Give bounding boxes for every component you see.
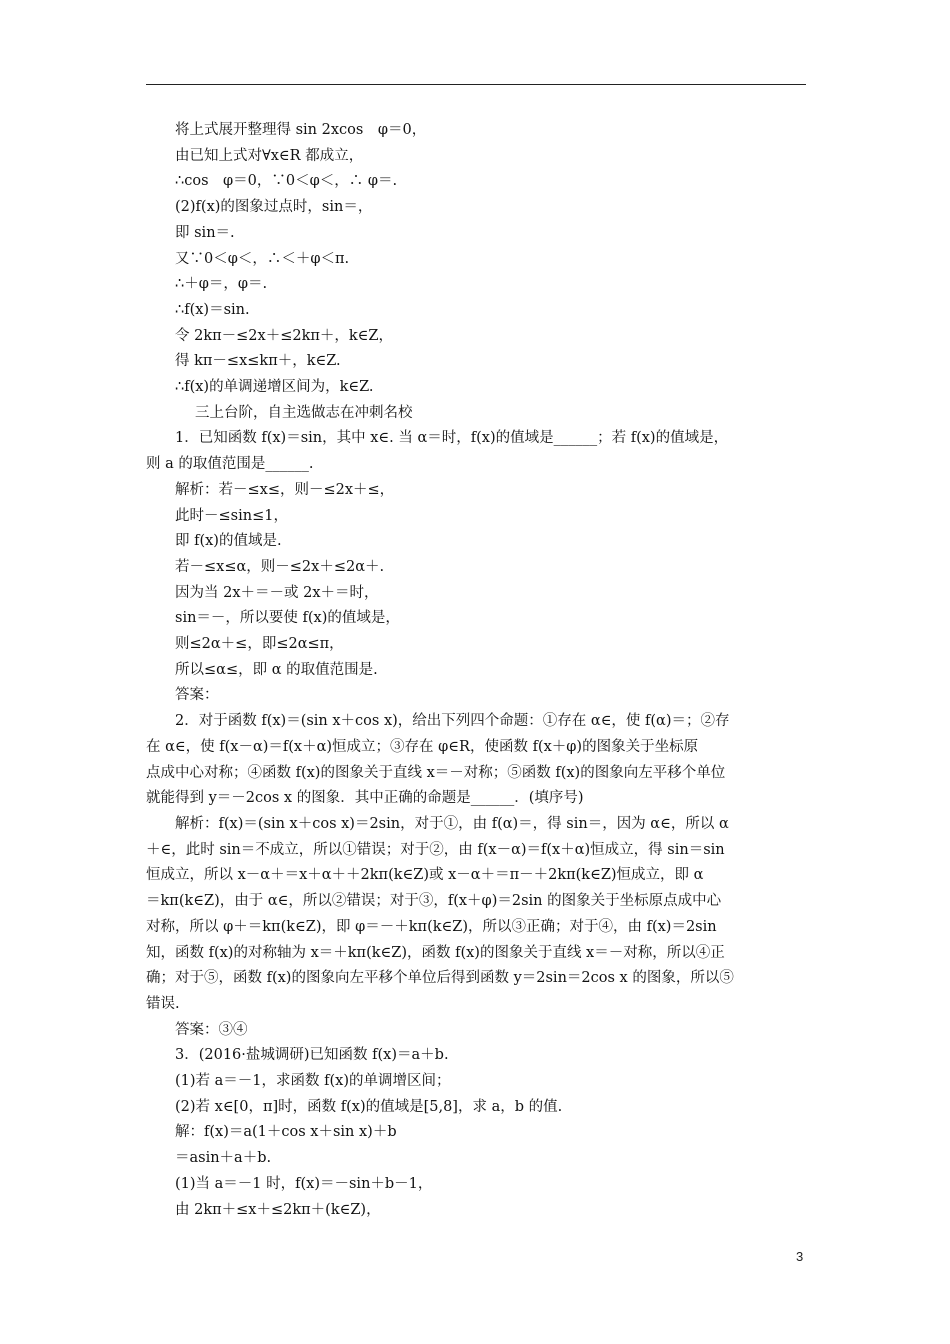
text-line: 由已知上式对∀x∈R 都成立， bbox=[175, 147, 364, 164]
text-line: 3．(2016·盐城调研)已知函数 f(x)＝a＋b. bbox=[175, 1047, 449, 1064]
text-line: 即 sin＝. bbox=[175, 224, 235, 241]
text-line: 对称，所以 φ＋＝kπ(k∈Z)，即 φ＝－＋kπ(k∈Z)，所以③正确；对于④，由 f(x)＝2sin bbox=[146, 918, 717, 935]
text-line: 点成中心对称；④函数 f(x)的图象关于直线 x＝－对称；⑤函数 f(x)的图象向左平移个单位 bbox=[146, 764, 726, 781]
text-line: 恒成立，所以 x－α＋＝x＋α＋＋2kπ(k∈Z)或 x－α＋＝π－＋2kπ(k∈Z)恒成立，即 α bbox=[146, 867, 704, 884]
text-line: (2)f(x)的图象过点时，sin＝， bbox=[175, 199, 373, 216]
text-line: (2)若 x∈[0，π]时，函数 f(x)的值域是[5,8]，求 a，b 的值. bbox=[175, 1098, 563, 1115]
text-line: ∴cos φ＝0，∵0＜φ＜，∴ φ＝. bbox=[175, 173, 398, 190]
text-line: 令 2kπ－≤2x＋≤2kπ＋，k∈Z， bbox=[175, 327, 393, 344]
text-line: 在 α∈，使 f(x－α)＝f(x＋α)恒成立；③存在 φ∈R，使函数 f(x＋φ)的图象关于坐标原 bbox=[146, 738, 699, 755]
text-line: 答案： bbox=[175, 687, 219, 704]
text-line: 2．对于函数 f(x)＝(sin x＋cos x)，给出下列四个命题：①存在 α∈，使 f(α)＝；②存 bbox=[175, 713, 730, 730]
text-line: (1)若 a＝－1，求函数 f(x)的单调增区间； bbox=[175, 1073, 451, 1090]
text-line: 三上台阶，自主选做志在冲刺名校 bbox=[195, 404, 413, 421]
text-line: 此时－≤sin≤1， bbox=[175, 507, 288, 524]
text-line: ＋∈，此时 sin＝不成立，所以①错误；对于②，由 f(x－α)＝f(x＋α)恒成立，得 sin＝sin bbox=[146, 841, 725, 858]
text-line: 1．已知函数 f(x)＝sin，其中 x∈. 当 α＝时，f(x)的值域是______；若 f(x)的值域是， bbox=[175, 430, 729, 447]
text-line: 所以≤α≤，即 α 的取值范围是. bbox=[175, 661, 378, 678]
text-line: 解析：f(x)＝(sin x＋cos x)＝2sin，对于①，由 f(α)＝，得 sin＝，因为 α∈，所以 α bbox=[175, 815, 729, 832]
text-line: 解：f(x)＝a(1＋cos x＋sin x)＋b bbox=[175, 1124, 397, 1141]
text-line: ＝asin＋a＋b. bbox=[175, 1150, 272, 1167]
text-line: 由 2kπ＋≤x＋≤2kπ＋(k∈Z)， bbox=[175, 1201, 381, 1218]
text-line: ＝kπ(k∈Z)，由于 α∈，所以②错误；对于③，f(x＋φ)＝2sin 的图象关于坐标原点成中心 bbox=[146, 893, 722, 910]
text-line: 因为当 2x＋＝－或 2x＋＝时， bbox=[175, 584, 379, 601]
text-line: ∴f(x)的单调递增区间为，k∈Z. bbox=[175, 379, 374, 396]
text-line: 又∵0＜φ＜，∴＜＋φ＜π. bbox=[175, 250, 350, 267]
text-line: ∴＋φ＝，φ＝. bbox=[175, 276, 268, 293]
text-line: 错误. bbox=[146, 995, 180, 1012]
text-line: 解析：若－≤x≤，则－≤2x＋≤， bbox=[175, 481, 395, 498]
page-number: 3 bbox=[796, 1249, 804, 1264]
text-line: 若－≤x≤α，则－≤2x＋≤2α＋. bbox=[175, 558, 385, 575]
text-line: 则≤2α＋≤，即≤2α≤π， bbox=[175, 636, 344, 653]
text-line: sin＝－，所以要使 f(x)的值域是， bbox=[175, 610, 400, 627]
text-line: 知，函数 f(x)的对称轴为 x＝＋kπ(k∈Z)，函数 f(x)的图象关于直线 x＝－对称，所以④正 bbox=[146, 944, 725, 961]
text-line: 得 kπ－≤x≤kπ＋，k∈Z. bbox=[175, 353, 341, 370]
text-line: 即 f(x)的值域是. bbox=[175, 533, 282, 550]
header-rule bbox=[146, 84, 806, 85]
text-line: 确；对于⑤，函数 f(x)的图象向左平移个单位后得到函数 y＝2sin＝2cos x 的图象，所以⑤ bbox=[146, 970, 734, 987]
text-line: 则 a 的取值范围是______. bbox=[146, 456, 314, 473]
document-body bbox=[146, 118, 810, 1223]
text-line: (1)当 a＝－1 时，f(x)＝－sin＋b－1， bbox=[175, 1175, 433, 1192]
text-line: 就能得到 y＝－2cos x 的图象．其中正确的命题是______．(填序号) bbox=[146, 790, 584, 807]
text-line: 将上式展开整理得 sin 2xcos φ＝0， bbox=[175, 122, 427, 138]
text-line: 答案：③④ bbox=[175, 1021, 248, 1038]
text-line: ∴f(x)＝sin. bbox=[175, 301, 250, 318]
